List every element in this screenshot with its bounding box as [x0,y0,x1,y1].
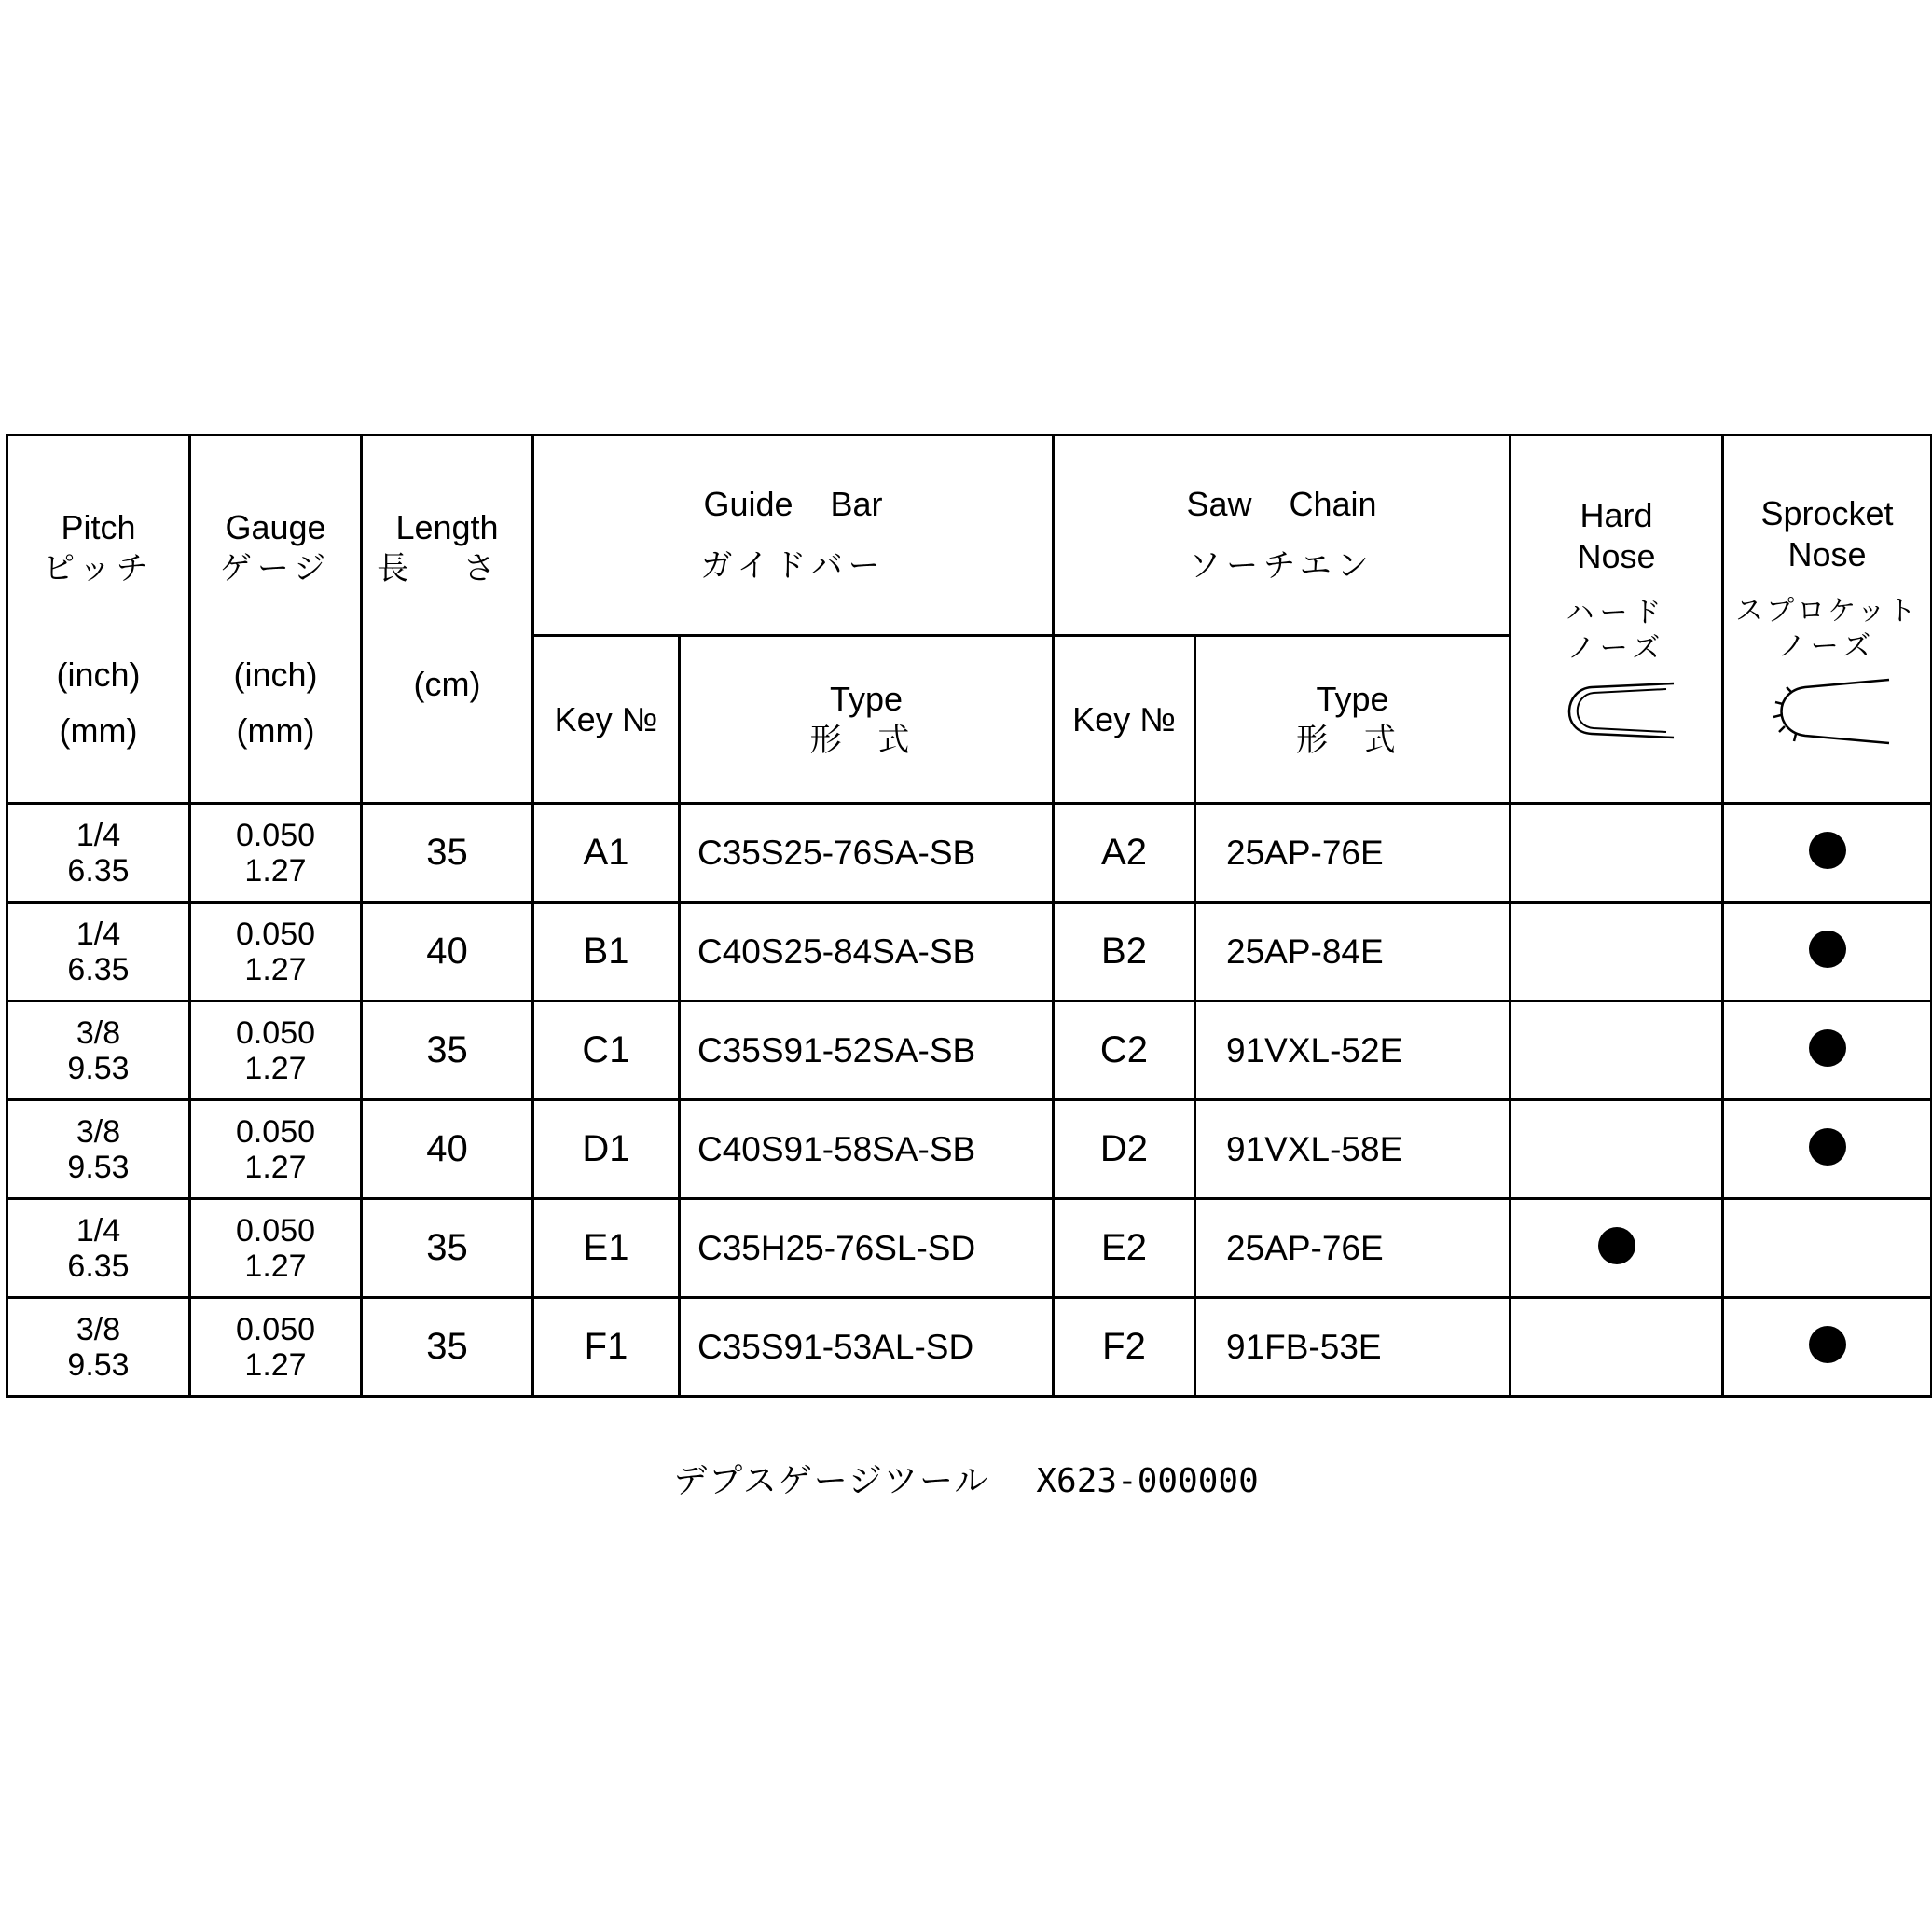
pitch-mm: 6.35 [67,1248,130,1284]
saw-chain-type-en: Type [1316,679,1389,718]
gauge-unit-inch: (inch) [233,656,318,694]
pitch-inch: 1/4 [76,1212,121,1249]
gauge-mm: 1.27 [244,1346,307,1383]
footer-caption [0,1455,1932,1502]
pitch-mm: 9.53 [67,1050,130,1086]
saw-chain-key-cell: C2 [1054,1001,1195,1100]
pitch-cell [7,1199,190,1298]
saw-chain-key-cell: B2 [1054,903,1195,1001]
pitch-cell [7,1298,190,1397]
table-row [7,903,1932,1001]
hard-nose-cell [1511,1199,1723,1298]
gauge-inch: 0.050 [235,1014,316,1051]
hard-nose-cell [1511,1001,1723,1100]
footer-label: デプスゲージツール [673,1462,990,1500]
saw-chain-header-jp: ソーチエン [1189,547,1374,585]
pitch-inch: 1/4 [76,817,121,853]
guide-bar-key-cell: E1 [533,1199,680,1298]
pitch-header-jp: ピッチ [43,550,154,587]
sprocket-nose-header [1723,435,1932,804]
pitch-mm: 6.35 [67,852,130,889]
gauge-header-jp: ゲージ [219,550,332,587]
length-header-en: Length [395,508,499,546]
saw-chain-type-cell: 25AP-76E [1195,1199,1511,1298]
saw-chain-key-label: Key № [1072,699,1176,738]
saw-chain-type-cell: 25AP-76E [1195,804,1511,903]
length-cell: 35 [362,804,533,903]
gauge-inch: 0.050 [235,1113,316,1150]
sprocket-nose-cell [1723,1199,1932,1298]
guide-bar-key-cell: A1 [533,804,680,903]
saw-chain-key-cell: A2 [1054,804,1195,903]
saw-chain-key-cell: F2 [1054,1298,1195,1397]
hard-nose-header-jp1: ハード [1566,597,1667,629]
filled-circle-mark [1809,1128,1846,1166]
saw-chain-type-cell: 91VXL-58E [1195,1100,1511,1199]
saw-chain-key-header [1054,636,1195,804]
gauge-inch: 0.050 [235,916,316,952]
pitch-cell [7,1001,190,1100]
guide-bar-key-label: Key № [554,699,658,738]
length-unit-cm: (cm) [413,665,481,703]
spec-table [6,434,1932,1398]
sprocket-nose-header-en1: Sprocket [1760,494,1894,532]
gauge-cell [190,1001,362,1100]
guide-bar-key-header [533,636,680,804]
table-row [7,804,1932,903]
guide-bar-type-cell: C35H25-76SL-SD [680,1199,1054,1298]
gauge-mm: 1.27 [244,1248,307,1284]
pitch-unit-mm: (mm) [59,711,138,750]
guide-bar-type-header [680,636,1054,804]
saw-chain-type-header [1195,636,1511,804]
guide-bar-key-cell: C1 [533,1001,680,1100]
pitch-inch: 3/8 [76,1014,121,1051]
guide-bar-header [533,435,1054,636]
hard-nose-cell [1511,1100,1723,1199]
filled-circle-mark [1809,832,1846,869]
gauge-mm: 1.27 [244,852,307,889]
hard-nose-cell [1511,804,1723,903]
gauge-mm: 1.27 [244,951,307,987]
guide-bar-type-cell: C35S91-52SA-SB [680,1001,1054,1100]
length-cell: 35 [362,1298,533,1397]
pitch-mm: 9.53 [67,1346,130,1383]
guide-bar-key-cell: D1 [533,1100,680,1199]
sprocket-nose-header-jp1: スプロケット [1735,595,1919,628]
table-row [7,1100,1932,1199]
saw-chain-key-cell: D2 [1054,1100,1195,1199]
filled-circle-mark [1809,931,1846,968]
guide-bar-header-en: Guide Bar [703,485,883,523]
length-header [362,435,533,804]
table-row [7,1001,1932,1100]
hard-nose-header-en1: Hard [1580,496,1653,534]
guide-bar-key-cell: F1 [533,1298,680,1397]
length-cell: 35 [362,1001,533,1100]
gauge-cell [190,903,362,1001]
saw-chain-header-en: Saw Chain [1186,485,1377,523]
saw-chain-type-cell: 25AP-84E [1195,903,1511,1001]
pitch-header [7,435,190,804]
hard-nose-header [1511,435,1723,804]
gauge-unit-mm: (mm) [236,711,315,750]
guide-bar-header-jp: ガイドバー [700,547,886,585]
hard-nose-cell [1511,1298,1723,1397]
gauge-mm: 1.27 [244,1149,307,1185]
guide-bar-type-cell: C40S91-58SA-SB [680,1100,1054,1199]
saw-chain-header [1054,435,1511,636]
saw-chain-type-jp: 形 式 [1296,721,1409,759]
length-cell: 35 [362,1199,533,1298]
pitch-mm: 9.53 [67,1149,130,1185]
gauge-cell [190,804,362,903]
saw-chain-type-cell: 91VXL-52E [1195,1001,1511,1100]
hard-nose-header-jp2: ノーズ [1566,632,1666,665]
sprocket-nose-cell [1723,1001,1932,1100]
pitch-inch: 3/8 [76,1113,121,1150]
gauge-cell [190,1298,362,1397]
guide-bar-type-cell: C35S91-53AL-SD [680,1298,1054,1397]
gauge-inch: 0.050 [235,1212,316,1249]
pitch-cell [7,1100,190,1199]
pitch-header-en: Pitch [61,508,136,546]
guide-bar-type-cell: C40S25-84SA-SB [680,903,1054,1001]
sprocket-nose-header-en2: Nose [1787,535,1867,573]
saw-chain-key-cell: E2 [1054,1199,1195,1298]
sprocket-nose-header-jp2: ノーズ [1777,630,1877,663]
guide-bar-key-cell: B1 [533,903,680,1001]
pitch-unit-inch: (inch) [56,656,141,694]
table-row [7,1298,1932,1397]
sprocket-nose-cell [1723,1298,1932,1397]
table-body [7,804,1932,1397]
pitch-cell [7,804,190,903]
guide-bar-type-en: Type [829,679,904,718]
sprocket-nose-cell [1723,1100,1932,1199]
sprocket-nose-bar-icon [1762,676,1893,745]
pitch-cell [7,903,190,1001]
guide-bar-type-jp: 形 式 [809,721,923,759]
table-row [7,1199,1932,1298]
length-cell: 40 [362,903,533,1001]
footer-code: X623-000000 [1036,1462,1259,1500]
length-header-jp: 長 さ [377,550,518,587]
sprocket-nose-cell [1723,903,1932,1001]
gauge-header-en: Gauge [225,508,326,546]
gauge-mm: 1.27 [244,1050,307,1086]
hard-nose-bar-icon [1556,678,1677,743]
gauge-inch: 0.050 [235,1311,316,1347]
pitch-inch: 1/4 [76,916,121,952]
sprocket-nose-cell [1723,804,1932,903]
guide-bar-type-cell: C35S25-76SA-SB [680,804,1054,903]
hard-nose-cell [1511,903,1723,1001]
filled-circle-mark [1809,1029,1846,1067]
gauge-header [190,435,362,804]
saw-chain-type-cell: 91FB-53E [1195,1298,1511,1397]
pitch-inch: 3/8 [76,1311,121,1347]
gauge-cell [190,1199,362,1298]
filled-circle-mark [1809,1326,1846,1363]
pitch-mm: 6.35 [67,951,130,987]
gauge-inch: 0.050 [235,817,316,853]
hard-nose-header-en2: Nose [1577,537,1656,575]
length-cell: 40 [362,1100,533,1199]
gauge-cell [190,1100,362,1199]
filled-circle-mark [1598,1227,1635,1264]
